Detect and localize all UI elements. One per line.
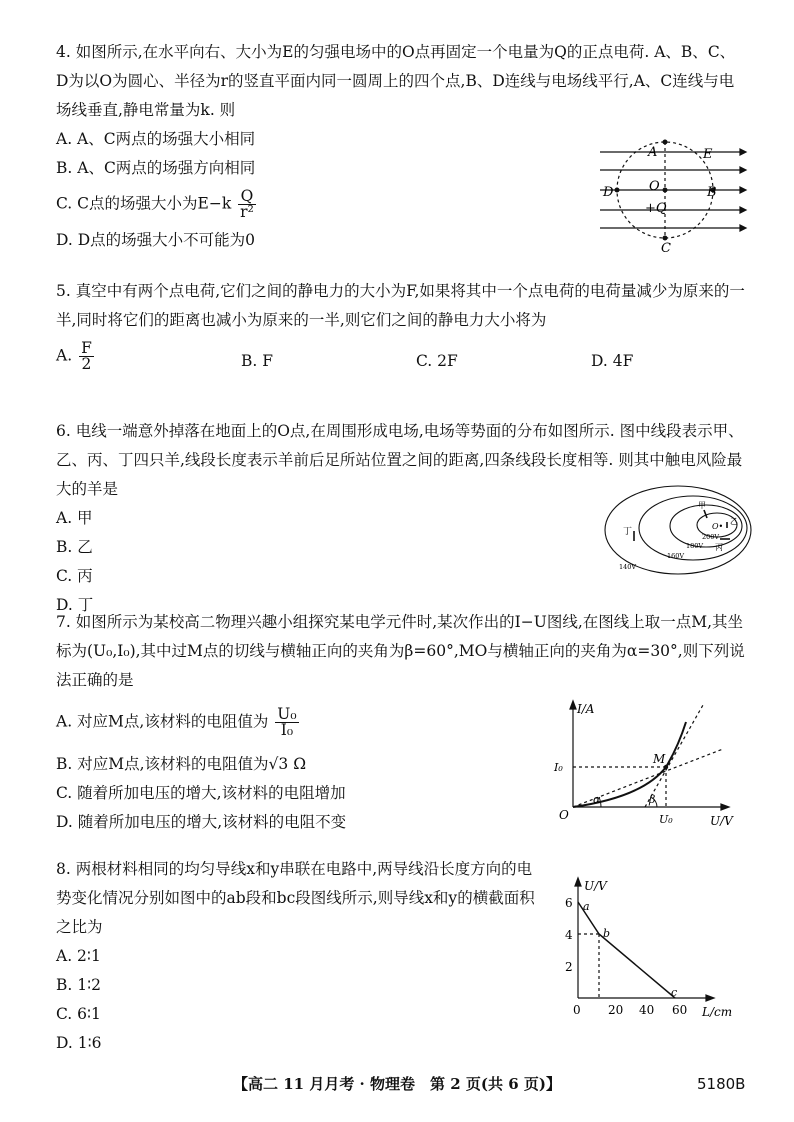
question-6-figure — [603, 484, 753, 576]
question-8 — [56, 855, 536, 1058]
fig7-label-m: M — [653, 752, 666, 766]
fig7-label-o: O — [559, 808, 569, 822]
question-6-option-d: D. 丁 — [56, 596, 94, 614]
fig7-label-beta: β — [649, 793, 656, 806]
question-7-option-a-fraction — [275, 707, 298, 738]
fig8-tick-2: 2 — [565, 960, 573, 974]
question-4-stem: 4. 如图所示,在水平向右、大小为E的匀强电场中的O点再固定一个电量为Q的正点电荷. A、B、C、D为以O为圆心、半径为r的竖直平面内同一圆周上的四个点,B、D连线与电场线平行,A、C连线与电场线垂直,静电常量为k. 则 — [56, 43, 736, 119]
question-5 — [56, 277, 766, 381]
question-7-option-a-text: A. 对应M点,该材料的电阻值为 — [56, 712, 269, 731]
question-7-option-d: D. 随着所加电压的增大,该材料的电阻不变 — [56, 813, 347, 831]
question-5-option-a — [56, 341, 241, 381]
fig4-label-o: O — [649, 179, 660, 194]
question-4-option-a: A. A、C两点的场强大小相同 — [56, 130, 256, 148]
question-6-option-c: C. 丙 — [56, 567, 93, 585]
fraction-numerator: U₀ — [277, 705, 297, 723]
fig6-label-200v: 200V — [702, 533, 720, 541]
fraction-numerator: F — [81, 339, 92, 357]
fig8-y-axis-label: U/V — [584, 879, 607, 893]
fig8-tick-0: 0 — [573, 1003, 581, 1017]
question-6-option-b: B. 乙 — [56, 538, 93, 556]
question-5-option-d: D. 4F — [591, 352, 634, 370]
fig6-label-o: O• — [712, 522, 724, 531]
fig8-tick-60: 60 — [672, 1003, 688, 1017]
fig8-label-b: b — [603, 927, 611, 940]
question-5-stem: 5. 真空中有两个点电荷,它们之间的静电力的大小为F,如果将其中一个点电荷的电荷量减少为原来的一半,同时将它们的距离也减小为原来的一半,则它们之间的静电力大小将为 — [56, 282, 745, 329]
question-7-stem: 7. 如图所示为某校高二物理兴趣小组探究某电学元件时,某次作出的I−U图线,在图线上取一点M,其坐标为(U₀,I₀),其中过M点的切线与横轴正向的夹角为β=60°,MO与横轴正向的夹角为α=30°,则下列说法正确的是 — [56, 613, 745, 689]
question-5-option-c: C. 2F — [416, 352, 458, 370]
question-6-stem: 6. 电线一端意外掉落在地面上的O点,在周围形成电场,电场等势面的分布如图所示. 图中线段表示甲、乙、丙、丁四只羊,线段长度表示羊前后足所站位置之间的距离,四条线段长度相等. 则其中触电风险最大的羊是 — [56, 422, 744, 498]
fig4-label-e: E — [703, 147, 713, 162]
question-5-option-a-fraction — [79, 341, 94, 372]
fig8-label-c: c — [671, 986, 678, 999]
question-5-option-a-text: A. — [56, 346, 73, 365]
fig6-label-ding: 丁 — [623, 527, 633, 537]
fig6-label-yi: 乙 — [730, 517, 738, 526]
fig8-tick-20: 20 — [608, 1003, 624, 1017]
fig7-label-u0: U₀ — [659, 813, 673, 826]
question-4-option-b: B. A、C两点的场强方向相同 — [56, 159, 256, 177]
fig4-label-q: +Q — [645, 201, 667, 216]
fig4-label-c: C — [661, 241, 671, 256]
fig6-label-180v: 180V — [686, 542, 704, 550]
question-4-option-c-fraction — [238, 189, 256, 220]
question-8-option-b: B. 1∶2 — [56, 976, 102, 994]
question-4-option-d: D. D点的场强大小不可能为0 — [56, 231, 256, 249]
question-8-option-d: D. 1∶6 — [56, 1034, 102, 1052]
question-7-option-b: B. 对应M点,该材料的电阻值为√3 Ω — [56, 755, 307, 773]
fig6-label-bing: 丙 — [715, 543, 723, 552]
fig7-y-axis-label: I/A — [577, 702, 595, 716]
exam-code: 5180B — [697, 1075, 746, 1093]
fig6-label-jia: 甲 — [698, 501, 706, 510]
fig4-label-b: B — [707, 185, 717, 200]
fig8-tick-6: 6 — [565, 896, 573, 910]
fraction-denominator: 2 — [81, 355, 92, 373]
question-8-option-c: C. 6∶1 — [56, 1005, 101, 1023]
question-7-figure — [553, 697, 743, 831]
question-8-stem: 8. 两根材料相同的均匀导线x和y串联在电路中,两导线沿长度方向的电势变化情况分别如图中的ab段和bc段图线所示,则导线x和y的横截面积之比为 — [56, 860, 535, 936]
fig8-x-axis-label: L/cm — [702, 1005, 733, 1019]
fraction-numerator: Q — [238, 189, 256, 205]
question-4-option-c-text: C. C点的场强大小为E−k — [56, 194, 232, 213]
question-5-options — [56, 341, 766, 381]
fig7-label-i0: I₀ — [554, 761, 563, 774]
fraction-denominator: I₀ — [280, 721, 294, 739]
question-7-option-c: C. 随着所加电压的增大,该材料的电阻增加 — [56, 784, 346, 802]
question-8-option-a: A. 2∶1 — [56, 947, 101, 965]
question-5-option-b: B. F — [241, 352, 273, 370]
question-4-figure — [590, 132, 750, 257]
fig6-label-140v: 140V — [619, 563, 637, 571]
fig4-label-a: A — [648, 145, 658, 160]
fig6-label-160v: 160V — [667, 552, 685, 560]
fig7-x-axis-label: U/V — [710, 814, 733, 828]
question-8-figure — [560, 876, 750, 1022]
fig8-label-a: a — [583, 900, 590, 913]
fraction-denominator: r² — [240, 203, 254, 221]
fig8-tick-4: 4 — [565, 928, 573, 942]
page-footer: 【高二 11 月月考 · 物理卷 第 2 页(共 6 页)】 — [233, 1075, 561, 1093]
fig7-label-alpha: α — [593, 793, 601, 806]
fig8-tick-40: 40 — [639, 1003, 655, 1017]
fig4-label-d: D — [603, 185, 614, 200]
question-6-option-a: A. 甲 — [56, 509, 93, 527]
